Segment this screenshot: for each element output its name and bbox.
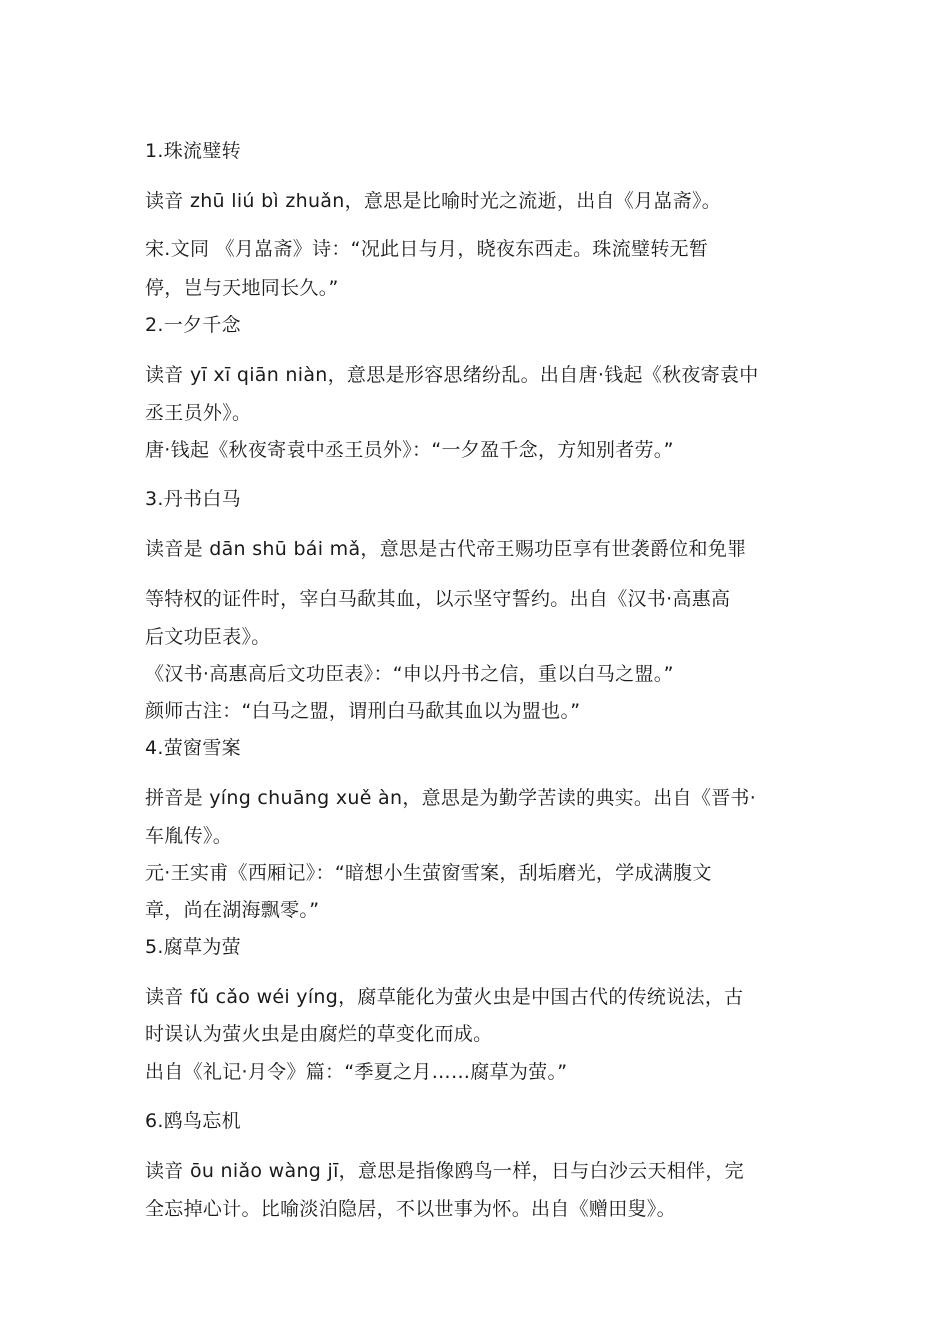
entry-line: 唐·钱起《秋夜寄袁中丞王员外》：“一夕盈千念，方知别者劳。” <box>145 439 674 461</box>
entry-line: 章，尚在湖海飘零。” <box>145 899 320 921</box>
entry-line: 颜师古注：“白马之盟，谓刑白马歃其血以为盟也。” <box>145 700 581 722</box>
entry-line: 宋.文同 《月嵓斋》诗：“况此日与月，晓夜东西走。珠流璧转无暂 <box>145 238 709 260</box>
entry-title: 3.丹书白马 <box>145 488 241 510</box>
entry-line: 读音 yī xī qiān niàn，意思是形容思绪纷乱。出自唐·钱起《秋夜寄袁中 <box>145 364 759 386</box>
entry-line: 拼音是 yíng chuāng xuě àn，意思是为勤学苦读的典实。出自《晋书· <box>145 787 757 809</box>
entry-line: 车胤传》。 <box>145 825 233 847</box>
entry-line: 元·王实甫《西厢记》：“暗想小生萤窗雪案，刮垢磨光，学成满腹文 <box>145 862 712 884</box>
entry-line: 读音 fǔ cǎo wéi yíng，腐草能化为萤火虫是中国古代的传统说法，古 <box>145 986 744 1008</box>
entry-line: 等特权的证件时，宰白马歃其血，以示坚守誓约。出自《汉书·高惠高 <box>145 588 731 610</box>
entry-title: 1.珠流璧转 <box>145 140 241 162</box>
entry-title: 4.萤窗雪案 <box>145 737 241 759</box>
entry-line: 读音是 dān shū bái mǎ，意思是古代帝王赐功臣享有世袭爵位和免罪 <box>145 538 747 560</box>
entry-title: 5.腐草为萤 <box>145 936 241 958</box>
entry-line: 读音 ōu niǎo wàng jī，意思是指像鸥鸟一样，日与白沙云天相伴，完 <box>145 1160 744 1182</box>
entry-title: 2.一夕千念 <box>145 314 241 336</box>
entry-line: 丞王员外》。 <box>145 402 252 424</box>
entry-line: 《汉书·高惠高后文功臣表》：“申以丹书之信，重以白马之盟。” <box>145 663 674 685</box>
entry-line: 全忘掉心计。比喻淡泊隐居，不以世事为怀。出自《赠田叟》。 <box>145 1198 676 1220</box>
entry-line: 读音 zhū liú bì zhuǎn，意思是比喻时光之流逝，出自《月嵓斋》。 <box>145 190 722 212</box>
entry-line: 停，岂与天地同长久。” <box>145 277 339 299</box>
entry-line: 时误认为萤火虫是由腐烂的草变化而成。 <box>145 1023 493 1045</box>
entry-line: 后文功臣表》。 <box>145 626 271 648</box>
entry-title: 6.鸥鸟忘机 <box>145 1110 241 1132</box>
entry-line: 出自《礼记·月令》篇：“季夏之月……腐草为萤。” <box>145 1061 568 1083</box>
